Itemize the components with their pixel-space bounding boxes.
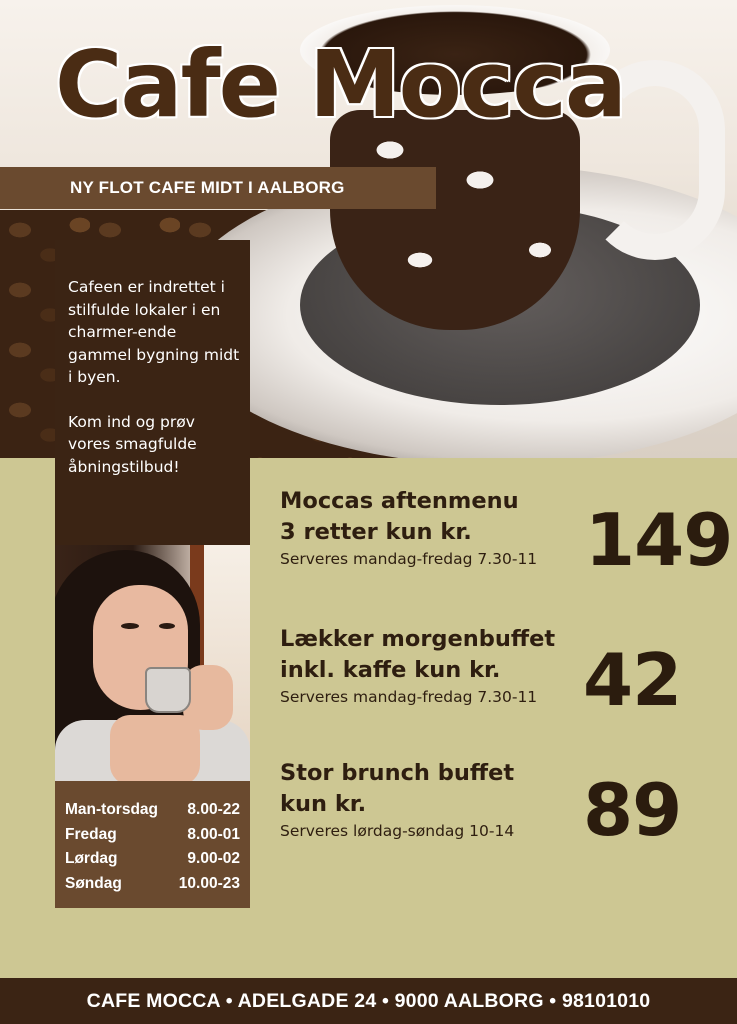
- hours-row: [65, 823, 240, 848]
- woman-drinking-coffee-photo: [55, 545, 250, 781]
- eye-image: [121, 623, 139, 629]
- page-title: Cafe Mocca: [55, 31, 625, 138]
- hours-day: Lørdag: [65, 850, 118, 867]
- footer-contact: CAFE MOCCA • ADELGADE 24 • 9000 AALBORG • 98101010: [86, 990, 651, 1012]
- offer-note: Serveres lørdag-søndag 10-14: [280, 822, 515, 840]
- hours-row: [65, 847, 240, 872]
- hours-time: 8.00-22: [187, 801, 240, 818]
- hours-day: Fredag: [65, 825, 117, 843]
- espresso-cup-image: [145, 667, 191, 713]
- hours-time: 10.00-23: [178, 874, 240, 892]
- offer-subtitle: kun kr.: [280, 791, 367, 817]
- offer-title: Lækker morgenbuffet: [280, 626, 556, 652]
- neck-image: [110, 715, 200, 781]
- hours-time: 9.00-02: [187, 850, 240, 867]
- intro-paragraph-2: Kom ind og prøv vores smagfulde åbningstilbud!: [68, 412, 197, 476]
- subtitle: NY FLOT CAFE MIDT I AALBORG: [70, 178, 345, 197]
- opening-hours-box: [55, 781, 250, 908]
- offer-price: 42: [583, 638, 682, 722]
- cup-image: [330, 110, 580, 330]
- intro-paragraph-1: Cafeen er indrettet i stilfulde lokaler i en charmer-ende gammel bygning midt i byen.: [68, 278, 240, 386]
- footer-bar: [0, 978, 737, 1024]
- offer-price: 149: [585, 498, 733, 582]
- hours-row: [65, 798, 240, 823]
- hours-row: [65, 872, 240, 897]
- offer-subtitle: 3 retter kun kr.: [280, 519, 472, 545]
- hours-day: Man-torsdag: [65, 801, 158, 818]
- intro-box: [55, 240, 250, 545]
- offer-note: Serveres mandag-fredag 7.30-11: [280, 688, 538, 706]
- offer-subtitle: inkl. kaffe kun kr.: [280, 657, 501, 683]
- hours-time: 8.00-01: [187, 825, 240, 843]
- offer-price: 89: [583, 768, 682, 852]
- offer-title: Stor brunch buffet: [280, 760, 515, 786]
- eye-image: [159, 623, 175, 629]
- offer-note: Serveres mandag-fredag 7.30-11: [280, 550, 538, 568]
- offer-title: Moccas aftenmenu: [280, 488, 519, 514]
- hours-day: Søndag: [65, 874, 122, 892]
